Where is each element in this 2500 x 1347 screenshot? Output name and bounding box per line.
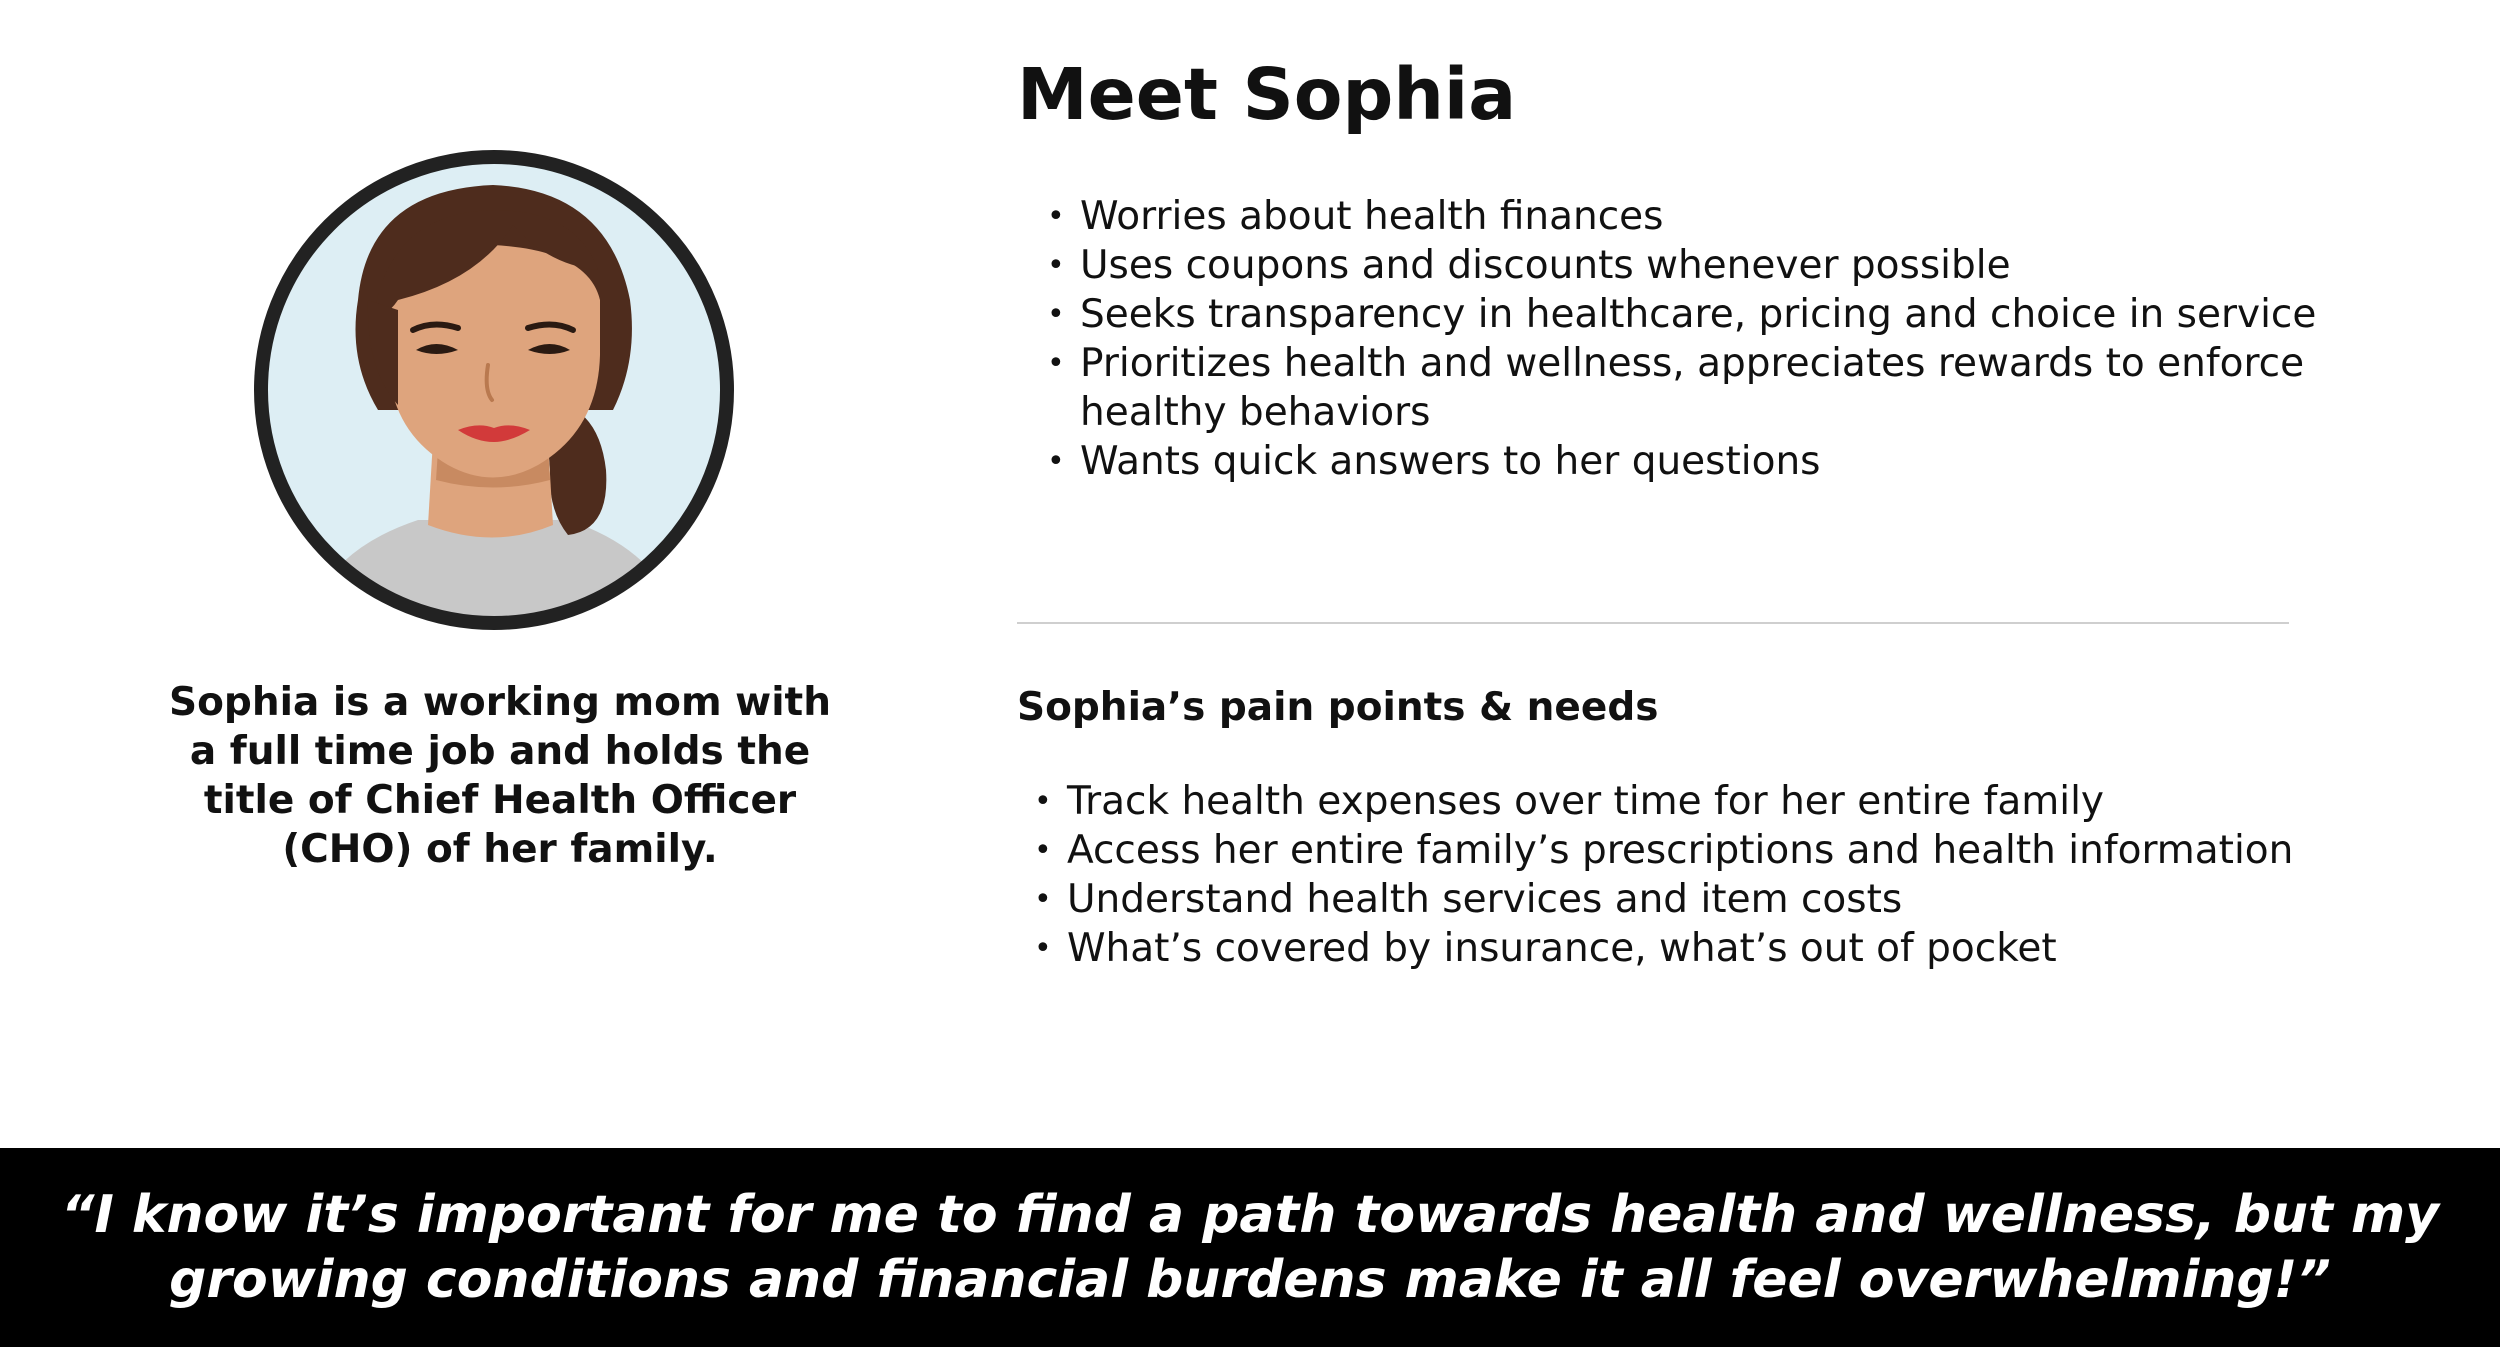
- list-item: [1047, 192, 2350, 241]
- pain-points-heading: Sophia’s pain points & needs: [1017, 685, 1659, 730]
- list-item: [1034, 777, 2293, 826]
- bullet-icon: •: [1034, 833, 1052, 868]
- persona-quote: “I know it’s important for me to find a path towards health and wellness, but my growing conditions and financial burdens make it all feel overwhelming!”: [60, 1184, 2440, 1310]
- list-item-text: Uses coupons and discounts whenever possible: [1080, 243, 2011, 288]
- page-title: Meet Sophia: [1017, 53, 1517, 136]
- list-item-text: What’s covered by insurance, what’s out of pocket: [1067, 926, 2057, 971]
- list-item: [1047, 290, 2350, 339]
- list-item-text: Prioritizes health and wellness, appreciates rewards to enforce healthy behaviors: [1080, 341, 2305, 435]
- bullet-icon: •: [1047, 346, 1065, 381]
- bullet-icon: •: [1034, 882, 1052, 917]
- list-item-text: Access her entire family’s prescriptions and health information: [1067, 828, 2294, 873]
- list-item: [1034, 875, 2293, 924]
- bullet-icon: •: [1047, 199, 1065, 234]
- bullet-icon: •: [1047, 297, 1065, 332]
- list-item-text: Worries about health finances: [1080, 194, 1664, 239]
- quote-banner: [0, 1148, 2500, 1347]
- woman-portrait-icon: [248, 150, 740, 630]
- section-divider: [1017, 622, 2289, 624]
- persona-avatar: [248, 150, 740, 630]
- list-item-text: Understand health services and item costs: [1067, 877, 1903, 922]
- list-item-text: Wants quick answers to her questions: [1080, 439, 1821, 484]
- persona-traits-list: [1047, 192, 2350, 486]
- list-item: [1034, 826, 2294, 875]
- pain-points-list: [1034, 777, 2294, 973]
- bullet-icon: •: [1034, 784, 1052, 819]
- persona-bio: Sophia is a working mom with a full time job and holds the title of Chief Health Officer (CHO) of her family.: [169, 680, 831, 872]
- list-item: [1047, 437, 2350, 486]
- list-item: [1047, 339, 2350, 437]
- list-item: [1034, 924, 2293, 973]
- bullet-icon: •: [1034, 931, 1052, 966]
- bullet-icon: •: [1047, 444, 1065, 479]
- bullet-icon: •: [1047, 248, 1065, 283]
- list-item-text: Track health expenses over time for her entire family: [1067, 779, 2105, 824]
- list-item-text: Seeks transparency in healthcare, pricing and choice in service: [1080, 292, 2317, 337]
- list-item: [1047, 241, 2350, 290]
